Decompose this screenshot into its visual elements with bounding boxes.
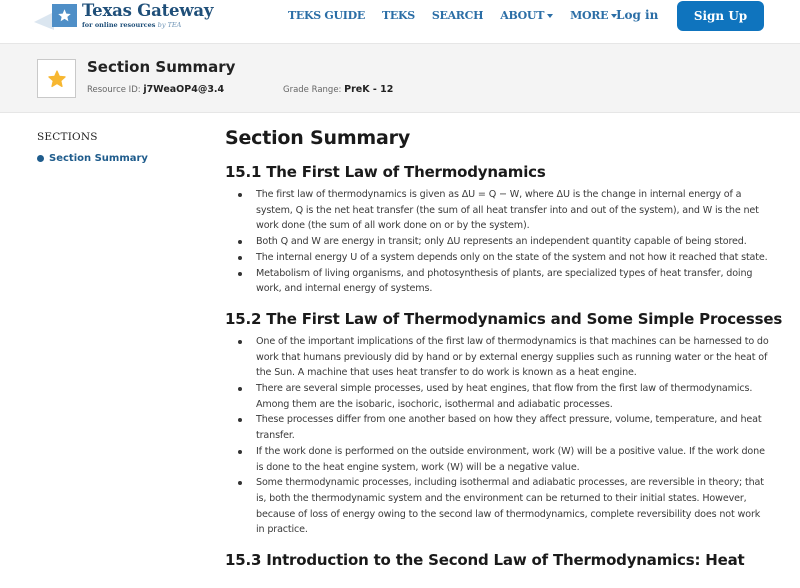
- nav-teks-label: TEKS: [381, 9, 415, 22]
- list-item: The internal energy U of a system depends only on the state of the system and not how it reached that state.: [256, 250, 770, 266]
- logo-subtitle-text: for online resources: [82, 21, 156, 29]
- list-item: The first law of thermodynamics is given as ΔU = Q − W, where ΔU is the change in internal energy of a system, Q is the net heat transfer (the sum of all heat transfer into and out of the system), and W is the net work done (the sum of all work done on or by the system).: [256, 187, 770, 234]
- resource-header: [0, 43, 800, 113]
- sidebar-item-label: Section Summary: [49, 153, 148, 164]
- sidebar-item-section-summary[interactable]: [37, 153, 207, 164]
- grade-range: [283, 84, 393, 95]
- active-bullet-icon: [37, 155, 44, 162]
- list-item: One of the important implications of the first law of thermodynamics is that machines can be harnessed to do work that humans previously did by hand or by external energy supplies such as running water or the heat of the Sun. A machine that uses heat transfer to do work is known as a heat engine.: [256, 334, 770, 381]
- list-item: If the work done is performed on the outside environment, work (W) will be a positive value. If the work done is done to the heat engine system, work (W) will be a negative value.: [256, 444, 770, 475]
- bullet-list: [225, 187, 770, 297]
- list-item: These processes differ from one another based on how they affect pressure, volume, temperature, and heat transfer.: [256, 412, 770, 443]
- list-item: Metabolism of living organisms, and photosynthesis of plants, are specialized types of heat transfer, doing work, and internal energy of systems.: [256, 266, 770, 297]
- nav-teks[interactable]: [382, 9, 415, 22]
- resource-id-label: Resource ID:: [87, 85, 141, 95]
- main-content: [225, 126, 783, 575]
- nav-about-dropdown[interactable]: [500, 9, 553, 22]
- resource-id-value: j7WeaOP4@3.4: [143, 84, 225, 95]
- star-icon: [47, 69, 67, 89]
- sections-sidebar: [37, 131, 207, 164]
- grade-range-label: Grade Range:: [283, 85, 342, 95]
- nav-links: [288, 9, 634, 22]
- section-heading: 15.2 The First Law of Thermodynamics and Some Simple Processes: [225, 309, 783, 328]
- nav-search[interactable]: [432, 9, 483, 22]
- nav-search-label: SEARCH: [431, 9, 484, 22]
- nav-about-label: ABOUT: [500, 9, 545, 22]
- login-link[interactable]: Log in: [616, 8, 659, 22]
- logo-subtitle-by: by TEA: [157, 21, 182, 29]
- section-heading: 15.3 Introduction to the Second Law of Thermodynamics: Heat: [225, 551, 745, 570]
- top-navigation: [0, 0, 800, 39]
- nav-teks-guide[interactable]: [288, 9, 365, 22]
- logo-wedge-decoration: [34, 12, 54, 30]
- bullet-list: [225, 334, 770, 538]
- nav-teks-guide-label: TEKS GUIDE: [288, 9, 365, 22]
- logo-subtitle: [82, 21, 181, 29]
- grade-range-value: PreK - 12: [344, 84, 394, 95]
- sections-heading: SECTIONS: [37, 131, 98, 143]
- caret-down-icon: [547, 14, 553, 18]
- page-title: Section Summary: [225, 127, 411, 149]
- list-item: There are several simple processes, used by heat engines, that flow from the first law of thermodynamics. Among them are the isobaric, isochoric, isothermal and adiabatic processes.: [256, 381, 770, 412]
- list-item: Both Q and W are energy in transit; only ΔU represents an independent quantity capable of being stored.: [256, 234, 770, 250]
- logo-star-icon: [52, 4, 77, 27]
- nav-more-dropdown[interactable]: [570, 9, 617, 22]
- logo-title: Texas Gateway: [82, 1, 214, 20]
- resource-title: Section Summary: [87, 58, 236, 76]
- favorite-button[interactable]: [37, 59, 76, 98]
- nav-more-label: MORE: [570, 9, 609, 22]
- signup-button[interactable]: Sign Up: [677, 1, 764, 31]
- list-item: Some thermodynamic processes, including isothermal and adiabatic processes, are reversible in theory; that is, both the thermodynamic system and the environment can be returned to their initial states. However, because of loss of energy owing to the second law of thermodynamics, complete reversibility does not work in practice.: [256, 475, 770, 538]
- section-heading: 15.1 The First Law of Thermodynamics: [225, 163, 546, 181]
- resource-id: [87, 84, 224, 95]
